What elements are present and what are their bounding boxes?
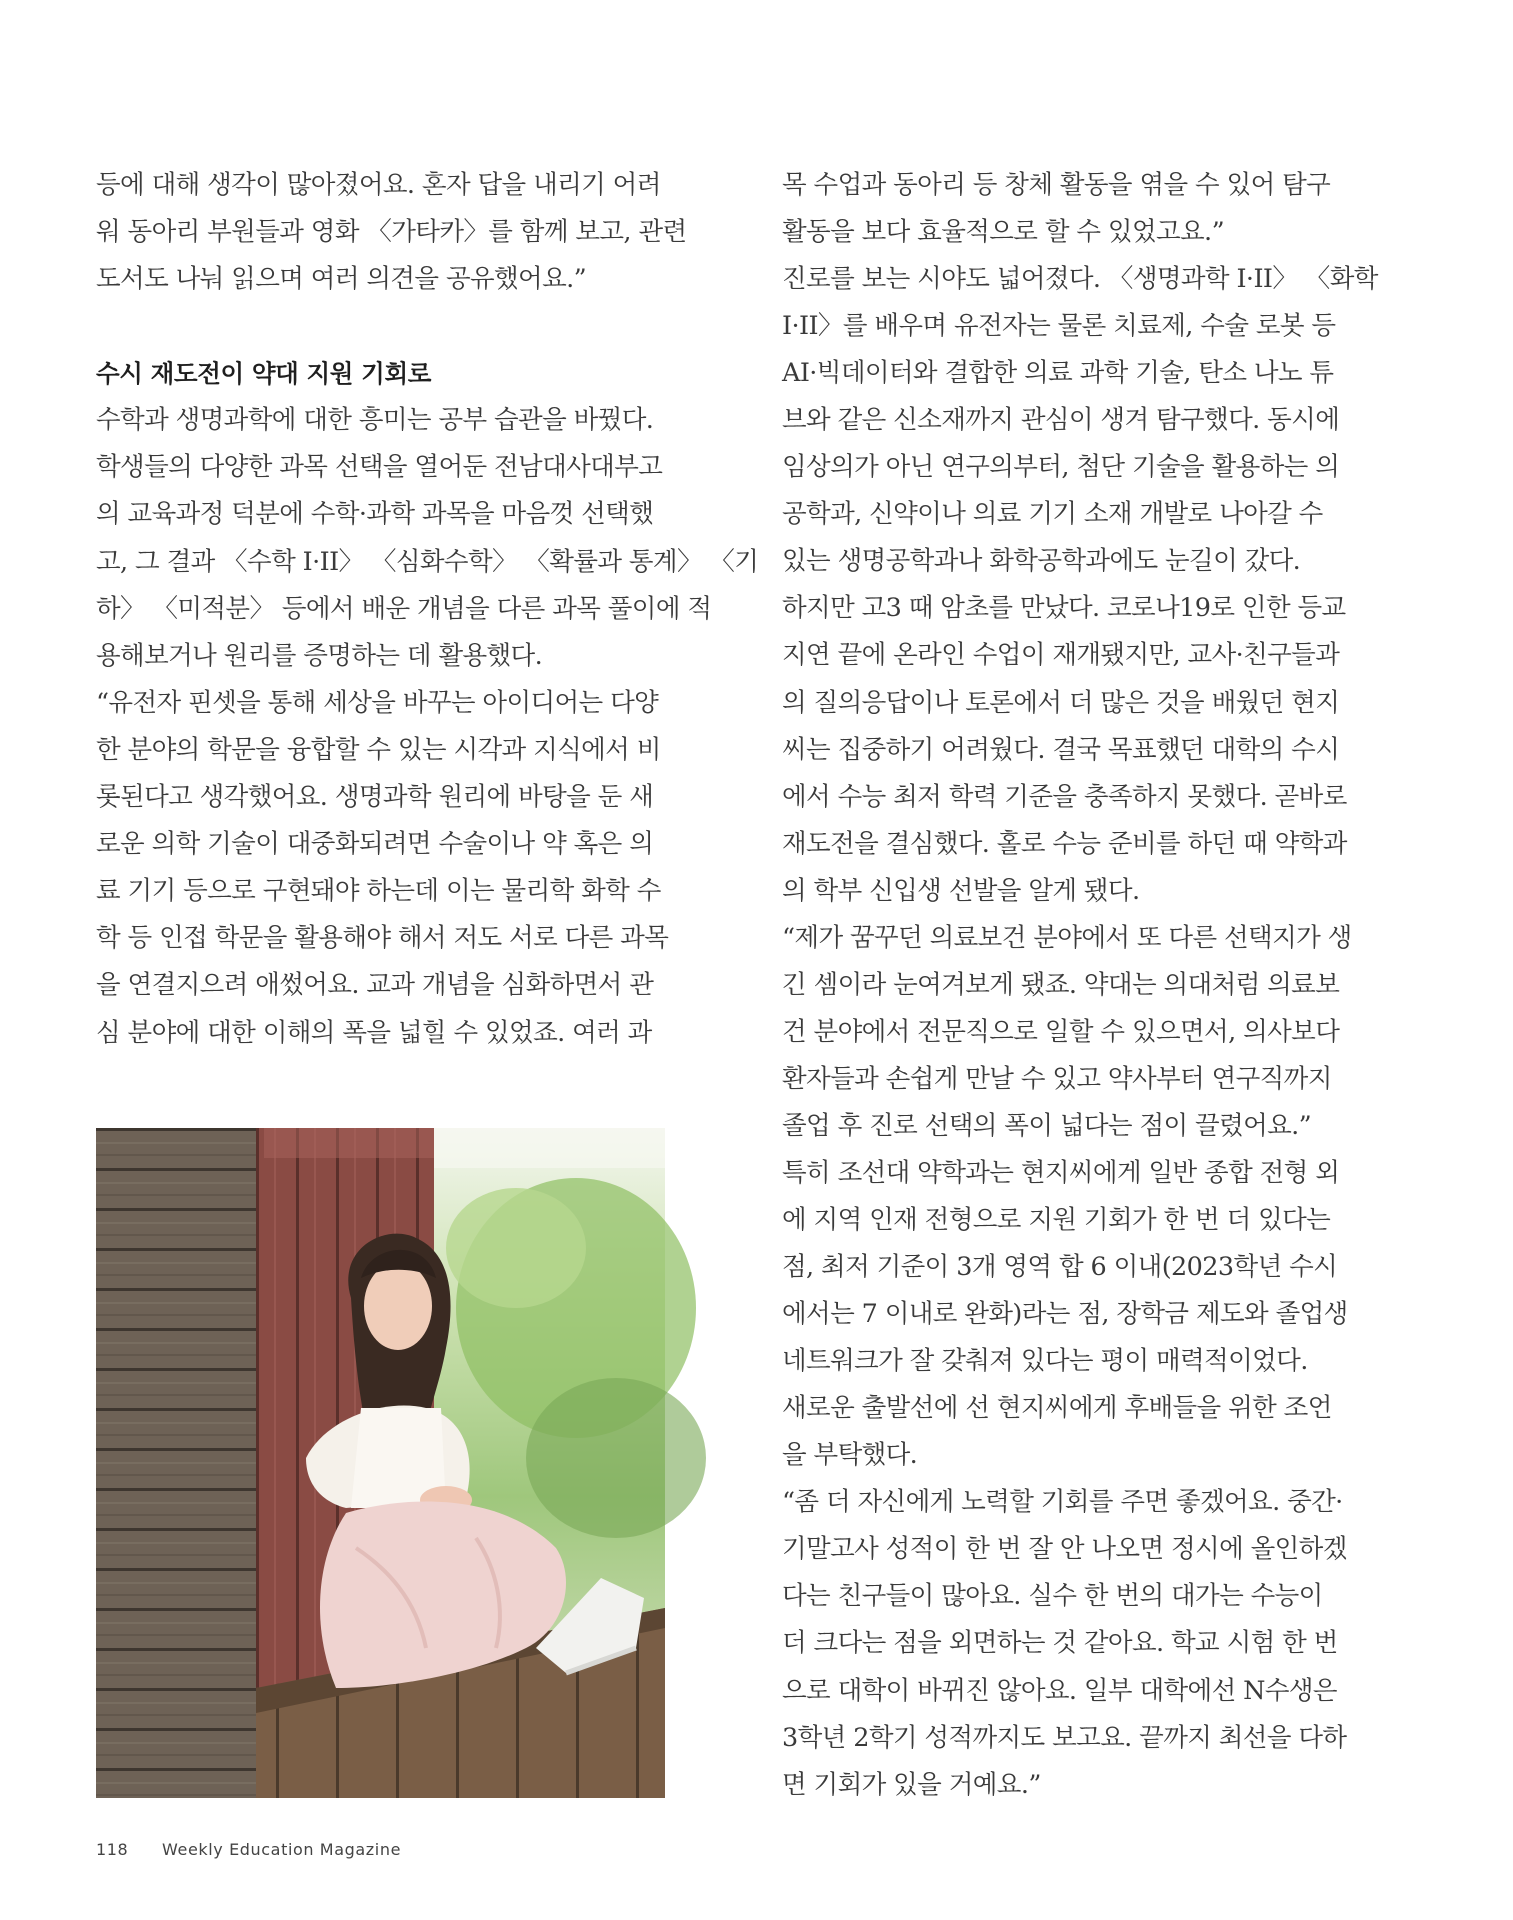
section-subheading: 수시 재도전이 약대 지원 기회로 bbox=[96, 359, 431, 389]
right-column bbox=[782, 162, 1378, 1809]
magazine-name: Weekly Education Magazine bbox=[162, 1840, 402, 1859]
text-line: 으로 대학이 바뀌진 않아요. 일부 대학에선 N수생은 bbox=[782, 1675, 1337, 1706]
text-line: 면 기회가 있을 거예요.” bbox=[782, 1769, 1041, 1800]
text-line: 료 기기 등으로 구현돼야 하는데 이는 물리학 화학 수 bbox=[96, 876, 661, 907]
text-line: 진로를 보는 시야도 넓어졌다. 〈생명과학 I·II〉 〈화학 bbox=[782, 264, 1378, 295]
text-line: 점, 최저 기준이 3개 영역 합 6 이내(2023학년 수시 bbox=[782, 1252, 1338, 1283]
text-line: 긴 셈이라 눈여겨보게 됐죠. 약대는 의대처럼 의료보 bbox=[782, 969, 1340, 1000]
text-line: “제가 꿈꾸던 의료보건 분야에서 또 다른 선택지가 생 bbox=[782, 922, 1352, 953]
text-line: 의 교육과정 덕분에 수학·과학 과목을 마음껏 선택했 bbox=[96, 499, 654, 530]
text-line: 새로운 출발선에 선 현지씨에게 후배들을 위한 조언 bbox=[782, 1393, 1332, 1424]
text-line: 더 크다는 점을 외면하는 것 같아요. 학교 시험 한 번 bbox=[782, 1628, 1338, 1659]
text-line: AI·빅데이터와 결합한 의료 과학 기술, 탄소 나노 튜 bbox=[782, 358, 1334, 389]
text-line: 의 학부 신입생 선발을 알게 됐다. bbox=[782, 875, 1140, 906]
text-line: 등에 대해 생각이 많아졌어요. 혼자 답을 내리기 어려 bbox=[96, 170, 661, 200]
text-line: 학 등 인접 학문을 활용해야 해서 저도 서로 다른 과목 bbox=[96, 923, 669, 954]
text-line: I·II〉를 배우며 유전자는 물론 치료제, 수술 로봇 등 bbox=[782, 311, 1336, 342]
text-line: 있는 생명공학과나 화학공학과에도 눈길이 갔다. bbox=[782, 546, 1301, 577]
page-footer bbox=[96, 1840, 429, 1859]
text-line: 재도전을 결심했다. 홀로 수능 준비를 하던 때 약학과 bbox=[782, 828, 1347, 859]
text-line: 하지만 고3 때 암초를 만났다. 코로나19로 인한 등교 bbox=[782, 593, 1346, 624]
text-line: “유전자 핀셋을 통해 세상을 바꾸는 아이디어는 다양 bbox=[96, 687, 659, 718]
text-line: 한 분야의 학문을 융합할 수 있는 시각과 지식에서 비 bbox=[96, 734, 661, 765]
text-line: 용해보거나 원리를 증명하는 데 활용했다. bbox=[96, 640, 543, 671]
portrait-photo bbox=[96, 1128, 665, 1798]
text-line: 특히 조선대 약학과는 현지씨에게 일반 종합 전형 외 bbox=[782, 1157, 1340, 1188]
text-line: 네트워크가 잘 갖춰져 있다는 평이 매력적이었다. bbox=[782, 1346, 1308, 1377]
text-line: 활동을 보다 효율적으로 할 수 있었고요.” bbox=[782, 217, 1224, 248]
text-line: 기말고사 성적이 한 번 잘 안 나오면 정시에 올인하겠 bbox=[782, 1534, 1347, 1565]
text-line: 공학과, 신약이나 의료 기기 소재 개발로 나아갈 수 bbox=[782, 499, 1323, 530]
text-line: 워 동아리 부원들과 영화 〈가타카〉를 함께 보고, 관련 bbox=[96, 217, 687, 248]
text-line: 임상의가 아닌 연구의부터, 첨단 기술을 활용하는 의 bbox=[782, 452, 1340, 483]
text-line: 수학과 생명과학에 대한 흥미는 공부 습관을 바꿨다. bbox=[96, 405, 654, 436]
text-line: “좀 더 자신에게 노력할 기회를 주면 좋겠어요. 중간· bbox=[782, 1487, 1343, 1518]
text-line: 졸업 후 진로 선택의 폭이 넓다는 점이 끌렸어요.” bbox=[782, 1110, 1312, 1141]
text-line: 에서 수능 최저 학력 기준을 충족하지 못했다. 곧바로 bbox=[782, 781, 1347, 812]
text-line: 을 연결지으려 애썼어요. 교과 개념을 심화하면서 관 bbox=[96, 970, 654, 1001]
text-line: 3학년 2학기 성적까지도 보고요. 끝까지 최선을 다하 bbox=[782, 1722, 1347, 1753]
text-line: 지연 끝에 온라인 수업이 재개됐지만, 교사·친구들과 bbox=[782, 640, 1340, 671]
text-line: 에 지역 인재 전형으로 지원 기회가 한 번 더 있다는 bbox=[782, 1205, 1331, 1236]
text-line: 롯된다고 생각했어요. 생명과학 원리에 바탕을 둔 새 bbox=[96, 782, 654, 813]
text-line: 브와 같은 신소재까지 관심이 생겨 탐구했다. 동시에 bbox=[782, 405, 1340, 436]
text-line: 학생들의 다양한 과목 선택을 열어둔 전남대사대부고 bbox=[96, 452, 663, 483]
text-line: 에서는 7 이내로 완화)라는 점, 장학금 제도와 졸업생 bbox=[782, 1299, 1348, 1330]
page-number: 118 bbox=[96, 1840, 129, 1859]
text-line: 하〉 〈미적분〉 등에서 배운 개념을 다른 과목 풀이에 적 bbox=[96, 593, 712, 624]
left-column bbox=[96, 162, 759, 1057]
text-line: 다는 친구들이 많아요. 실수 한 번의 대가는 수능이 bbox=[782, 1581, 1323, 1612]
text-line: 건 분야에서 전문직으로 일할 수 있으면서, 의사보다 bbox=[782, 1016, 1340, 1047]
text-line: 도서도 나눠 읽으며 여러 의견을 공유했어요.” bbox=[96, 264, 587, 295]
text-line: 환자들과 손쉽게 만날 수 있고 약사부터 연구직까지 bbox=[782, 1063, 1332, 1094]
intro-paragraph bbox=[96, 162, 687, 303]
text-line: 심 분야에 대한 이해의 폭을 넓힐 수 있었죠. 여러 과 bbox=[96, 1017, 652, 1048]
text-line: 씨는 집중하기 어려웠다. 결국 목표했던 대학의 수시 bbox=[782, 734, 1340, 765]
text-line: 고, 그 결과 〈수학 I·II〉 〈심화수학〉 〈확률과 통계〉 〈기 bbox=[96, 546, 759, 577]
body-paragraph bbox=[96, 397, 759, 1056]
text-line: 을 부탁했다. bbox=[782, 1440, 918, 1471]
text-line: 로운 의학 기술이 대중화되려면 수술이나 약 혹은 의 bbox=[96, 829, 654, 860]
text-line: 목 수업과 동아리 등 창체 활동을 엮을 수 있어 탐구 bbox=[782, 170, 1331, 200]
text-line: 의 질의응답이나 토론에서 더 많은 것을 배웠던 현지 bbox=[782, 687, 1340, 718]
